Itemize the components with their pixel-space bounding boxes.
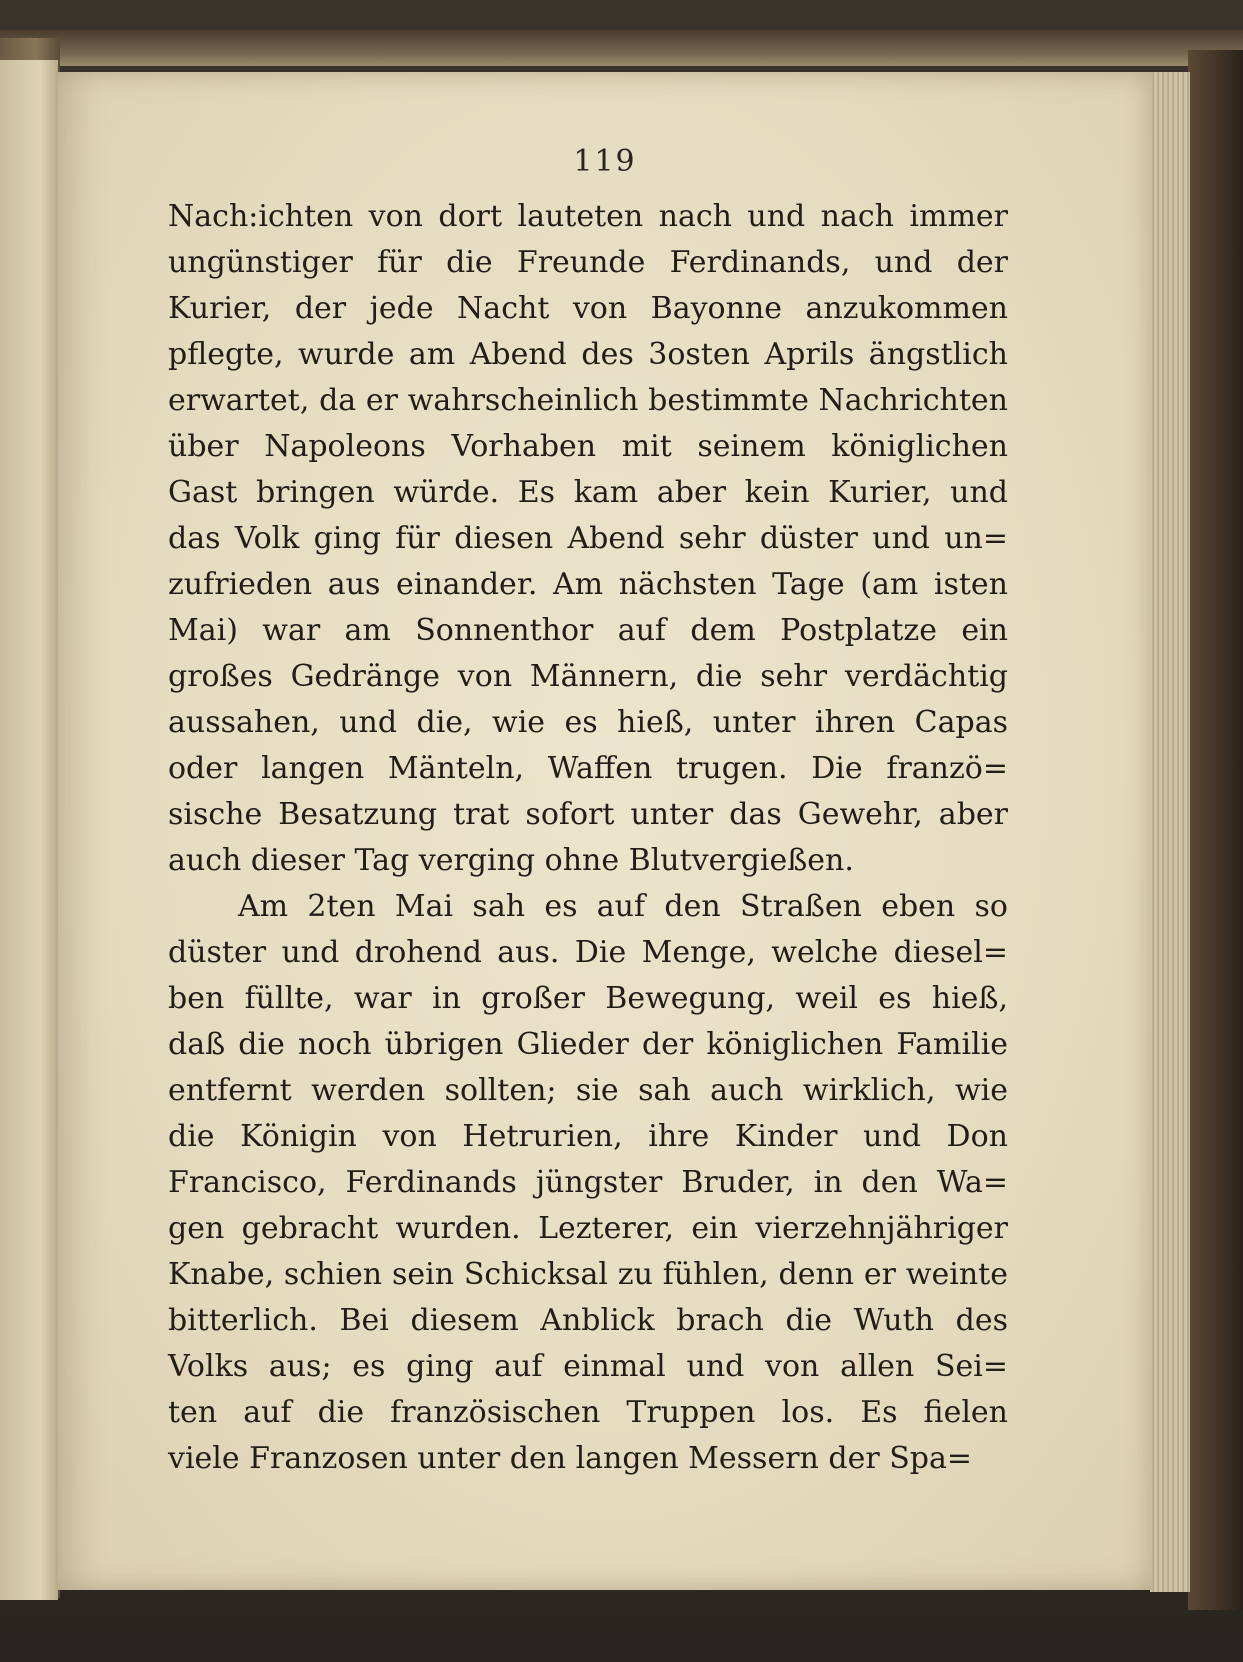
- text-line: Francisco, Ferdinands jüngster Bruder, in den Wa=: [168, 1165, 1008, 1200]
- text-line: über Napoleons Vorhaben mit seinem königlichen: [168, 429, 1008, 464]
- text-line: düster und drohend aus. Die Menge, welche diesel=: [168, 935, 1008, 970]
- text-line: daß die noch übrigen Glieder der königlichen Familie: [168, 1027, 1008, 1062]
- text-line: sische Besatzung trat sofort unter das Gewehr, aber: [168, 797, 1008, 832]
- text-line: aussahen, und die, wie es hieß, unter ihren Capas: [168, 705, 1008, 740]
- text-line: ben füllte, war in großer Bewegung, weil es hieß,: [168, 981, 1008, 1016]
- text-line: entfernt werden sollten; sie sah auch wirklich, wie: [168, 1073, 1008, 1108]
- text-line: Gast bringen würde. Es kam aber kein Kurier, und: [168, 475, 1008, 510]
- text-line: zufrieden aus einander. Am nächsten Tage (am isten: [168, 567, 1008, 602]
- paragraph: [168, 884, 1008, 1482]
- text-line: Volks aus; es ging auf einmal und von allen Sei=: [168, 1349, 1008, 1384]
- text-line: ungünstiger für die Freunde Ferdinands, und der: [168, 245, 1008, 280]
- text-line: das Volk ging für diesen Abend sehr düster und un=: [168, 521, 1008, 556]
- text-line: bitterlich. Bei diesem Anblick brach die Wuth des: [168, 1303, 1008, 1338]
- text-line: großes Gedränge von Männern, die sehr verdächtig: [168, 659, 1008, 694]
- text-line: erwartet, da er wahrscheinlich bestimmte Nachrichten: [168, 383, 1008, 418]
- book-top-edge: [0, 30, 1243, 66]
- text-line: Mai) war am Sonnenthor auf dem Postplatze ein: [168, 613, 1008, 648]
- text-line: die Königin von Hetrurien, ihre Kinder und Don: [168, 1119, 1008, 1154]
- page-text: [168, 194, 1008, 1482]
- book-page: [58, 72, 1152, 1590]
- text-line: Am 2ten Mai sah es auf den Straßen eben so: [238, 889, 1008, 924]
- text-line: oder langen Mänteln, Waffen trugen. Die franzö=: [168, 751, 1008, 786]
- text-line: auch dieser Tag verging ohne Blutvergießen.: [168, 843, 854, 878]
- text-line: ten auf die französischen Truppen los. Es fielen: [168, 1395, 1008, 1430]
- page-number: 119: [573, 144, 637, 179]
- previous-page-edge: [0, 60, 58, 1600]
- text-line: gen gebracht wurden. Lezterer, ein vierzehnjähriger: [168, 1211, 1008, 1246]
- text-line: Nach:ichten von dort lauteten nach und nach immer: [168, 199, 1008, 234]
- text-line: Knabe, schien sein Schicksal zu fühlen, denn er weinte: [168, 1257, 1008, 1292]
- text-line: Kurier, der jede Nacht von Bayonne anzukommen: [168, 291, 1008, 326]
- page-stack-edges: [1150, 72, 1190, 1592]
- text-line: pflegte, wurde am Abend des 3osten Aprils ängstlich: [168, 337, 1008, 372]
- paragraph: [168, 194, 1008, 884]
- book-cover-right: [1188, 50, 1243, 1610]
- text-line: viele Franzosen unter den langen Messern der Spa=: [168, 1441, 973, 1476]
